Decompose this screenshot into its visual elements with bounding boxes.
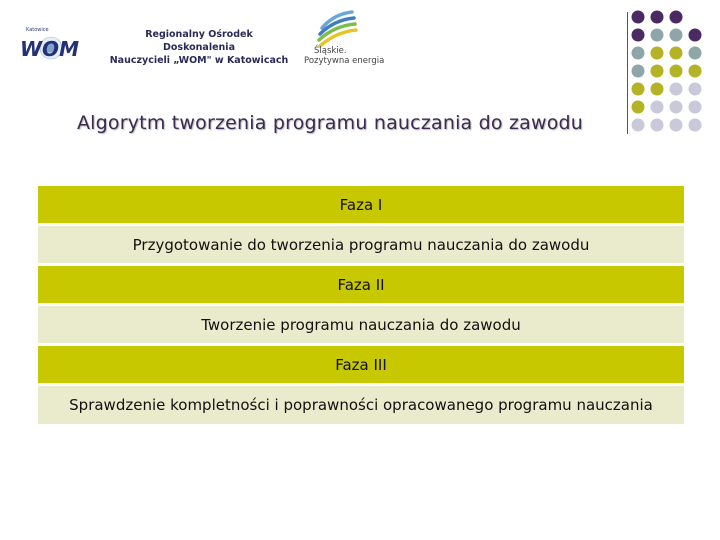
phase-description-row bbox=[38, 305, 684, 345]
wom-logo-small-text: Katowice bbox=[26, 27, 49, 33]
institution-name bbox=[108, 28, 290, 67]
decorative-dot bbox=[689, 65, 702, 78]
decorative-dot bbox=[632, 65, 645, 78]
decorative-dot bbox=[632, 47, 645, 60]
slaskie-tagline bbox=[304, 46, 394, 66]
decorative-dot bbox=[689, 83, 702, 96]
decorative-dot bbox=[651, 11, 664, 24]
decorative-dot bbox=[651, 29, 664, 42]
phase-table bbox=[38, 186, 684, 427]
phase-2-description: Tworzenie programu nauczania do zawodu bbox=[38, 305, 684, 345]
phase-description-row bbox=[38, 385, 684, 426]
phase-1-label: Faza I bbox=[38, 186, 684, 225]
decorative-dot bbox=[670, 47, 683, 60]
phase-1-description: Przygotowanie do tworzenia programu nauczania do zawodu bbox=[38, 225, 684, 265]
decorative-dot bbox=[651, 47, 664, 60]
phase-header-row bbox=[38, 265, 684, 305]
decorative-dot bbox=[670, 119, 683, 132]
decorative-dot bbox=[670, 11, 683, 24]
decorative-dot bbox=[632, 29, 645, 42]
phase-description-row bbox=[38, 225, 684, 265]
decorative-dot bbox=[689, 47, 702, 60]
wom-logo-text: WOM bbox=[20, 37, 79, 61]
phase-3-label: Faza III bbox=[38, 345, 684, 385]
decorative-dot bbox=[670, 65, 683, 78]
decorative-dot bbox=[651, 83, 664, 96]
slaskie-line-2: Pozytywna energia bbox=[304, 56, 385, 66]
slaskie-line-1: Śląskie. bbox=[314, 46, 347, 56]
decorative-dot bbox=[632, 83, 645, 96]
phase-3-description: Sprawdzenie kompletności i poprawności opracowanego programu nauczania bbox=[38, 385, 684, 426]
decorative-dot bbox=[689, 29, 702, 42]
institution-line-1: Regionalny Ośrodek Doskonalenia bbox=[145, 29, 253, 53]
decorative-dot bbox=[670, 83, 683, 96]
decorative-dot bbox=[670, 101, 683, 114]
decorative-dot bbox=[651, 65, 664, 78]
phase-header-row bbox=[38, 186, 684, 225]
phase-2-label: Faza II bbox=[38, 265, 684, 305]
slide-title: Algorytm tworzenia programu nauczania do zawodu bbox=[76, 112, 584, 134]
decorative-dot bbox=[689, 101, 702, 114]
institution-line-2: Nauczycieli „WOM" w Katowicach bbox=[109, 55, 289, 66]
wom-logo bbox=[18, 24, 84, 64]
decorative-dot bbox=[632, 11, 645, 24]
decorative-dot bbox=[670, 29, 683, 42]
decorative-dot bbox=[689, 119, 702, 132]
phase-header-row bbox=[38, 345, 684, 385]
